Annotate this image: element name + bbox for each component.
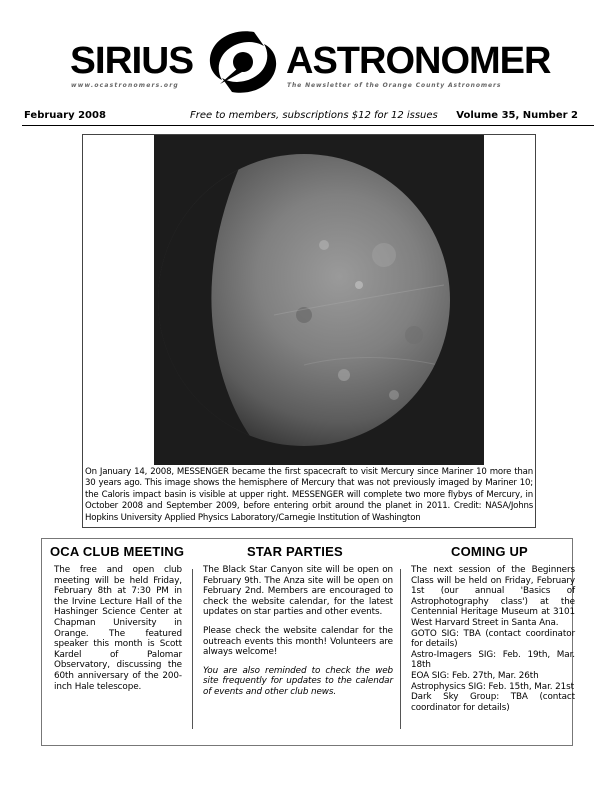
club-meeting-body: The free and open club meeting will be held Friday, February 8th at 7:30 PM in the Irvine Lecture Hall of the Hashinger Science Center at Chapman University in Orange. The featured speaker this month is Scott Kardel of Palomar Observatory, discussing the 60th anniversary of the 200-inch Hale telescope. (54, 565, 182, 692)
sirius-logo-icon (202, 26, 284, 98)
coming-up-astro-imagers: Astro-Imagers SIG: Feb. 19th, Mar. 18th (411, 649, 575, 671)
masthead-subtitle: The Newsletter of the Orange County Astronomers (287, 82, 502, 89)
star-parties-outreach: Please check the website calendar for the outreach events this month! Volunteers are always welcome! (203, 625, 393, 658)
photo-caption: On January 14, 2008, MESSENGER became the first spacecraft to visit Mercury since Mariner 10 more than 30 years ago. This image shows the hemisphere of Mercury that was not previously imaged by Mariner 10; the Caloris impact basin is visible at upper right. MESSENGER will complete two more flybys of Mercury, in October 2008 and September 2009, before entering orbit around the planet in 2011. Credit: NASA/Johns Hopkins University Applied Physics Laboratory/Carnegie Institution of Washington (85, 467, 533, 523)
star-parties-sites: The Black Star Canyon site will be open on February 9th. The Anza site will be open on February 2nd. Members are encouraged to check the website calendar, for the latest updates on star parties and other events. (203, 565, 393, 618)
coming-up-astrophysics: Astrophysics SIG: Feb. 15th, Mar. 21st (411, 681, 575, 692)
cover-photo-frame (82, 134, 536, 528)
star-parties-title: STAR PARTIES (247, 544, 343, 559)
coming-up-eoa: EOA SIG: Feb. 27th, Mar. 26th (411, 670, 539, 681)
masthead (0, 26, 612, 98)
issue-pricing: Free to members, subscriptions $12 for 12 issues (190, 110, 438, 121)
masthead-url: www.ocastronomers.org (71, 82, 179, 89)
star-parties-reminder: You are also reminded to check the web site frequently for updates to the calendar of events and other club news. (203, 665, 393, 697)
star-parties-body (203, 565, 393, 706)
coming-up-title: COMING UP (451, 544, 528, 559)
coming-up-goto: GOTO SIG: TBA (contact coordinator for details) (411, 628, 575, 650)
mercury-planet-image (154, 135, 484, 465)
club-meeting-title: OCA CLUB MEETING (50, 544, 185, 559)
masthead-title-right: ASTRONOMER (286, 40, 551, 82)
mercury-photo (154, 135, 484, 465)
masthead-title-left: SIRIUS (70, 40, 194, 82)
issue-date: February 2008 (24, 110, 106, 121)
star-parties-column (192, 565, 396, 729)
coming-up-body (411, 565, 575, 713)
coming-up-column (400, 565, 575, 729)
news-box (41, 538, 573, 746)
coming-up-dark-sky: Dark Sky Group: TBA (contact coordinator for details) (411, 692, 575, 713)
issue-bar (22, 110, 594, 126)
issue-volume: Volume 35, Number 2 (456, 110, 578, 121)
coming-up-beginners: The next session of the Beginners Class will be held on Friday, February 1st (our annual 'Basics of Astrophotography class') at the Centennial Heritage Museum at 3101 West Harvard Street in Santa Ana. (411, 565, 575, 628)
